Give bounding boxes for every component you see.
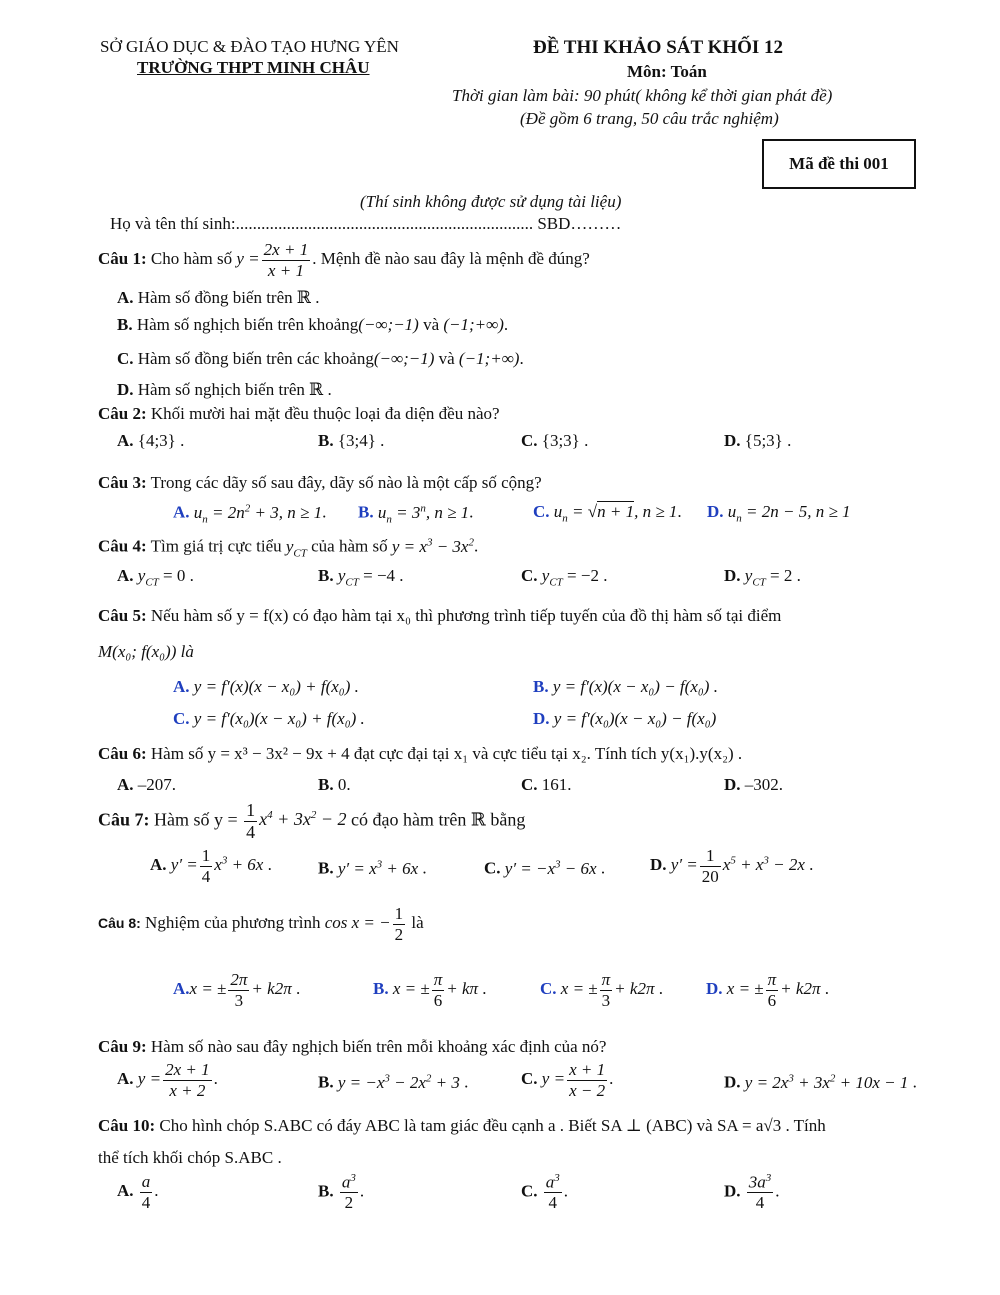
q2-option-b: B. {3;4} . xyxy=(318,431,385,450)
school-name: TRƯỜNG THPT MINH CHÂU xyxy=(137,58,370,77)
question-label: Câu 1: xyxy=(98,248,147,268)
q10-option-c: C. $\frac{a^3}{4}$ . xyxy=(521,1172,569,1213)
question-8: Câu 8: Nghiệm của phương trình cos x = − $\frac{1}{2}$ là xyxy=(98,904,424,944)
q1-option-c: C. Hàm số đồng biến trên các khoảng(−∞;−1) và (−1;+∞). xyxy=(117,349,524,368)
q1-option-b: B. Hàm số nghịch biến trên khoảng(−∞;−1) và (−1;+∞). xyxy=(117,315,509,334)
department-name: SỞ GIÁO DỤC & ĐÀO TẠO HƯNG YÊN xyxy=(100,37,399,56)
question-2: Câu 2: Khối mười hai mặt đều thuộc loại đa diện đều nào? xyxy=(98,404,500,423)
page-count: (Đề gồm 6 trang, 50 câu trắc nghiệm) xyxy=(520,109,779,128)
q7-option-d: D. y′ = $\frac{1}{20}$ $x^5 + x^3 - 2x$ . xyxy=(650,846,814,886)
question-7: Câu 7: Hàm số y = $\frac{1}{4}$ $x^4 + 3x^2 - 2$ có đạo hàm trên ℝ bằng xyxy=(98,800,526,842)
question-6: Câu 6: Hàm số y = x³ − 3x² − 9x + 4 đạt cực đại tại x₁ và cực tiểu tại x₂. Tính tích y(x₁).y(x₂) . xyxy=(98,744,743,763)
exam-title: ĐỀ THI KHẢO SÁT KHỐI 12 xyxy=(533,37,784,58)
q3-option-a: A. $u_n = 2n^2 + 3$, n ≥ 1. xyxy=(173,502,327,526)
q1-option-a: A. Hàm số đồng biến trên ℝ . xyxy=(117,288,320,307)
q10-line-2: thể tích khối chóp S.ABC . xyxy=(98,1148,282,1167)
q3-option-d: D. $u_n = 2n - 5$, n ≥ 1 xyxy=(707,502,851,525)
q1-option-d: D. Hàm số nghịch biến trên ℝ . xyxy=(117,380,332,399)
q7-option-b: B. $y' = x^3 + 6x$ . xyxy=(318,858,427,878)
q8-option-a: A.x = ± $\frac{2\pi}{3}$ + k2π . xyxy=(173,970,301,1010)
q7-option-a: A. y′ = $\frac{1}{4}$ $x^3 + 6x$ . xyxy=(150,846,272,886)
q9-option-d: D. $y = 2x^3 + 3x^2 + 10x - 1$ . xyxy=(724,1072,917,1092)
q4-option-a: A. $y_{CT} = 0$ . xyxy=(117,566,194,589)
q5-option-a: A. y = f′(x)(x − x₀) + f(x₀) . xyxy=(173,677,359,696)
q3-option-b: B. $u_n = 3^n$, n ≥ 1. xyxy=(358,502,474,526)
q5-option-b: B. y = f′(x)(x − x₀) − f(x₀) . xyxy=(533,677,718,696)
q10-option-d: D. $\frac{3a^3}{4}$ . xyxy=(724,1172,780,1213)
question-1: Câu 1: Cho hàm số y = $\frac{2x + 1}{x + 1}$ . Mệnh đề nào sau đây là mệnh đề đúng? xyxy=(98,240,590,280)
exam-time: Thời gian làm bài: 90 phút( không kể thời gian phát đề) xyxy=(452,86,833,105)
q9-option-a: A. y = $\frac{2x + 1}{x + 2}$ . xyxy=(117,1060,218,1100)
q4-option-c: C. $y_{CT} = -2$ . xyxy=(521,566,608,589)
q2-option-c: C. {3;3} . xyxy=(521,431,589,450)
q6-option-d: D. –302. xyxy=(724,775,784,794)
exam-note: (Thí sinh không được sử dụng tài liệu) xyxy=(360,192,622,211)
q2-option-a: A. {4;3} . xyxy=(117,431,185,450)
question-10: Câu 10: Cho hình chóp S.ABC có đáy ABC là tam giác đều cạnh a . Biết SA ⊥ (ABC) và SA = a√3 . Tính xyxy=(98,1116,826,1135)
q8-option-d: D. x = ± $\frac{\pi}{6}$ + k2π . xyxy=(706,970,829,1010)
q3-option-c: C. $u_n = √n + 1$, n ≥ 1. xyxy=(533,502,682,525)
q4-option-d: D. $y_{CT} = 2$ . xyxy=(724,566,801,589)
q2-option-d: D. {5;3} . xyxy=(724,431,792,450)
q10-option-a: A. $\frac{a}{4}$ . xyxy=(117,1172,159,1212)
q7-option-c: C. $y' = -x^3 - 6x$ . xyxy=(484,858,606,878)
subject: Môn: Toán xyxy=(627,62,707,81)
question-9: Câu 9: Hàm số nào sau đây nghịch biến trên mỗi khoảng xác định của nó? xyxy=(98,1037,607,1056)
candidate-line: Họ và tên thí sinh:...................................................................... SBD……… xyxy=(110,214,622,233)
q9-option-c: C. y = $\frac{x + 1}{x - 2}$ . xyxy=(521,1060,614,1100)
exam-code-box: Mã đề thi 001 xyxy=(762,139,916,189)
q5-option-d: D. y = f′(x₀)(x − x₀) − f(x₀) xyxy=(533,709,717,728)
q5-option-c: C. y = f′(x₀)(x − x₀) + f(x₀) . xyxy=(173,709,365,728)
q6-option-b: B. 0. xyxy=(318,775,351,794)
question-4: Câu 4: Tìm giá trị cực tiểu $y_{CT}$ của hàm số $y = x^3 - 3x^2$. xyxy=(98,536,479,560)
q4-option-b: B. $y_{CT} = -4$ . xyxy=(318,566,404,589)
question-3: Câu 3: Trong các dãy số sau đây, dãy số nào là một cấp số cộng? xyxy=(98,473,542,492)
q8-option-c: C. x = ± $\frac{\pi}{3}$ + k2π . xyxy=(540,970,663,1010)
q6-option-a: A. –207. xyxy=(117,775,177,794)
question-5: Câu 5: Nếu hàm số y = f(x) có đạo hàm tại x₀ thì phương trình tiếp tuyến của đồ thị hàm số tại điểm xyxy=(98,606,782,625)
q10-option-b: B. $\frac{a^3}{2}$ . xyxy=(318,1172,365,1213)
q6-option-c: C. 161. xyxy=(521,775,572,794)
q5-line-2: M(x₀; f(x₀)) là xyxy=(98,642,194,661)
q9-option-b: B. $y = -x^3 - 2x^2 + 3$ . xyxy=(318,1072,469,1092)
q8-option-b: B. x = ± $\frac{\pi}{6}$ + kπ . xyxy=(373,970,487,1010)
